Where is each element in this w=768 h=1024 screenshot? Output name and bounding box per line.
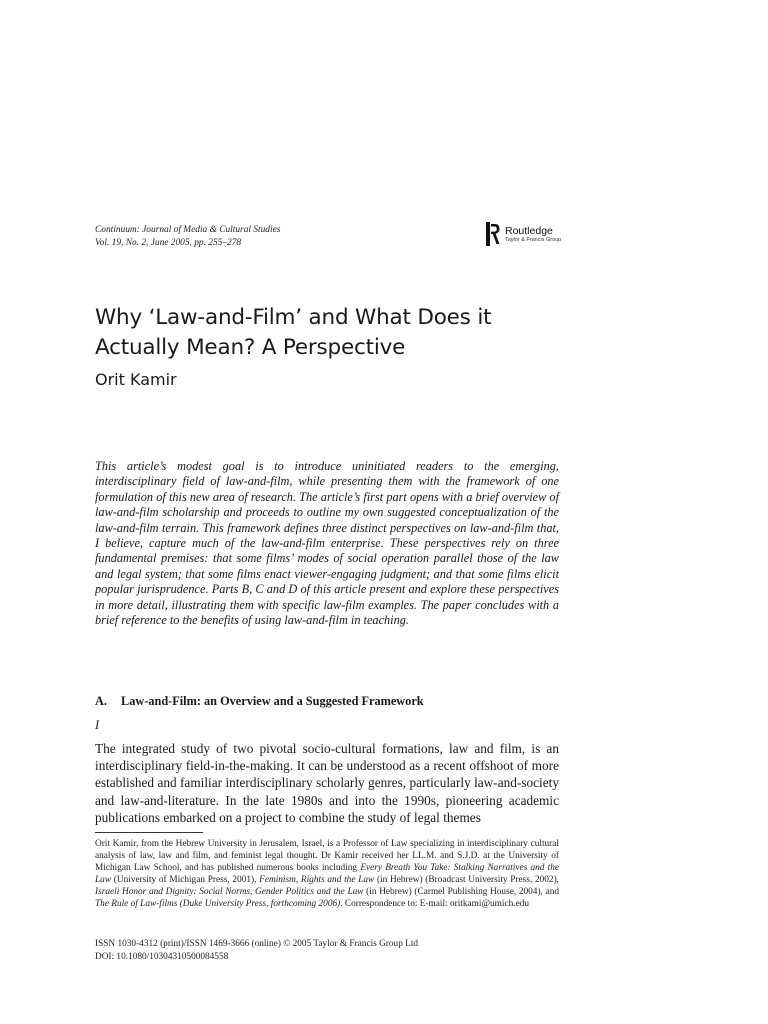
footnote-divider [95, 832, 203, 833]
article-author: Orit Kamir [95, 370, 177, 389]
author-footnote [95, 838, 559, 910]
body-paragraph: The integrated study of two pivotal socio-cultural formations, law and film, is an interdisciplinary field-in-the-making. It can be understood as a recent offshoot of more established and familiar interdisciplinary scholarly genres, particularly law-and-society and law-and-literature. In the late 1980s and into the 1990s, pioneering academic publications embarked on a project to combine the study of legal themes [95, 741, 559, 825]
footnote-text: Orit Kamir, from the Hebrew University in Jerusalem, Israel, is a Professor of Law specializing in interdisciplinary cultural analysis of law, law and film, and feminist legal thought. Dr Kamir received her LL.M. and S.J.D. at the University of Michigan Law School, and has published numerous books including [95, 839, 559, 873]
doi-line: DOI: 10.1080/10304310500084558 [95, 951, 229, 962]
routledge-logo-icon [486, 222, 500, 246]
footnote-book-title: Feminism, Rights and the Law [259, 875, 375, 885]
footnote-book-title: The Rule of Law-films (Duke University Press, forthcoming 2006) [95, 899, 341, 909]
section-title: Law-and-Film: an Overview and a Suggested Framework [121, 694, 424, 708]
journal-citation [95, 224, 395, 249]
footnote-text: . Correspondence to: E-mail: oritkami@umich.edu [340, 899, 530, 909]
footnote-text: (in Hebrew) (Broadcast University Press, 2002), [374, 875, 559, 885]
issn-doi-block [95, 938, 559, 963]
section-number: A. [95, 694, 107, 708]
footnote-book-title: Every Breath You Take: Stalking Narratives and the Law [95, 863, 560, 885]
publisher-group: Taylor & Francis Group [505, 237, 562, 243]
footnote-text: (University of Michigan Press, 2001), [111, 875, 260, 885]
abstract: This article’s modest goal is to introduce uninitiated readers to the emerging, interdisciplinary field of law-and-film, while presenting them with the framework of one formulation of this new area of research. The article’s first part opens with a brief overview of law-and-film scholarship and proceeds to outline my own suggested conceptualization of the law-and-film terrain. This framework defines three distinct perspectives on law-and-film that, I believe, capture much of the law-and-film enterprise. These perspectives rely on three fundamental premises: that some films’ modes of social operation parallel those of the law and legal system; that some films enact viewer-engaging judgment; and that some films elicit popular jurisprudence. Parts B, C and D of this article present and explore these perspectives in more detail, illustrating them with specific law-film examples. The paper concludes with a brief reference to the benefits of using law-and-film in teaching. [95, 459, 559, 628]
journal-name: Continuum: Journal of Media & Cultural Studies [95, 225, 281, 235]
footnote-book-title: Israeli Honor and Dignity: Social Norms, Gender Politics and the Law [95, 887, 364, 897]
subsection-marker: I [95, 718, 100, 732]
publisher-mark [486, 222, 576, 248]
publisher-name: Routledge [505, 225, 553, 237]
footnote-text: (in Hebrew) (Carmel Publishing House, 2004), and [363, 887, 559, 897]
section-heading [95, 693, 559, 709]
article-title: Why ‘Law-and-Film’ and What Does it Actually Mean? A Perspective [95, 305, 492, 360]
journal-volume: Vol. 19, No. 2, June 2005, pp. 255–278 [95, 237, 242, 248]
issn-line: ISSN 1030-4312 (print)/ISSN 1469-3666 (online) © 2005 Taylor & Francis Group Ltd [95, 939, 419, 949]
